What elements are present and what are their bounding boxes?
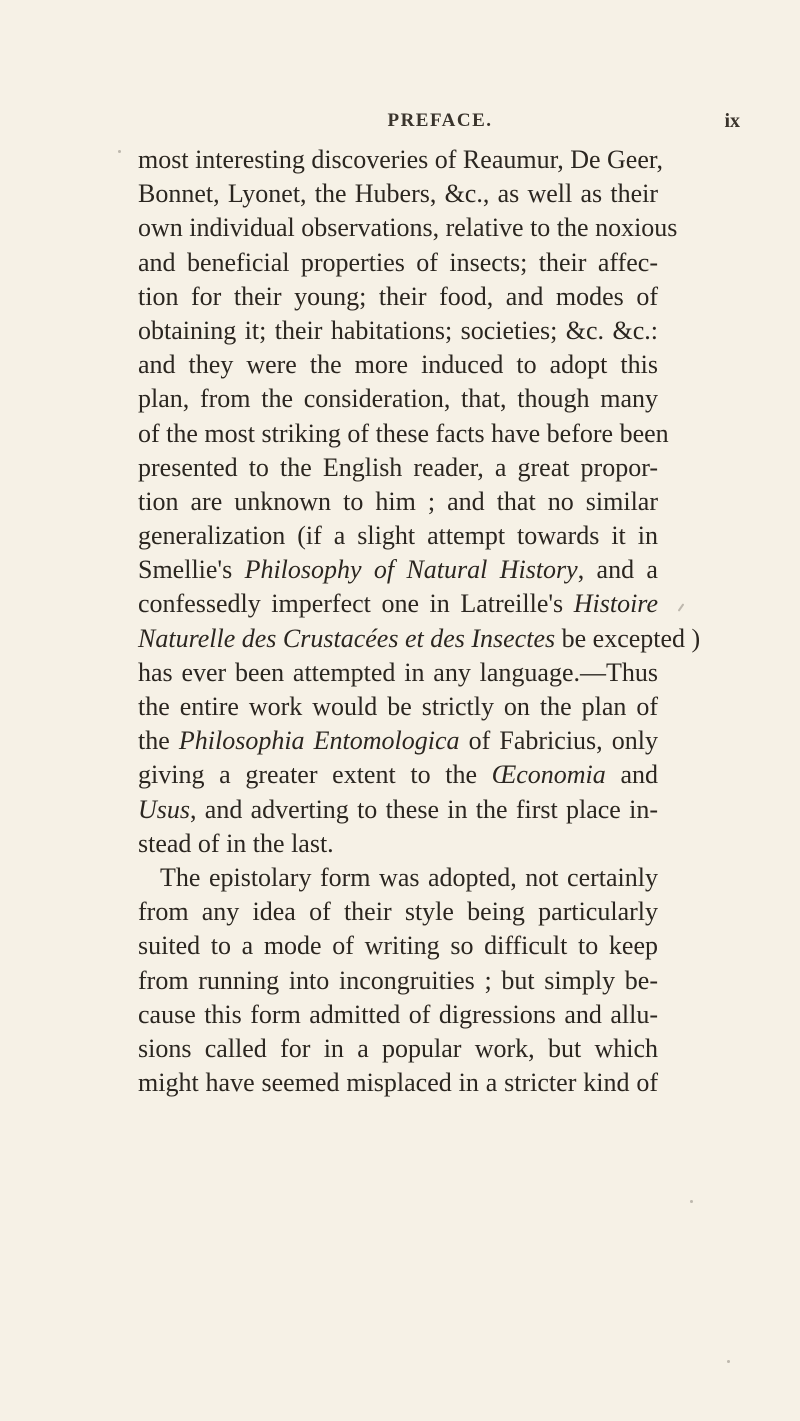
text-line: the entire work would be strictly on the plan of: [138, 692, 658, 721]
paper-speck: [678, 603, 685, 612]
text-line: from running into incongruities ; but simply be-: [138, 965, 658, 995]
text-line: and beneficial properties of insects; their affec-: [138, 247, 658, 277]
text-line: generalization (if a slight attempt towards it in: [138, 521, 658, 551]
text-line: presented to the English reader, a great propor-: [138, 452, 658, 482]
book-title: Naturelle des Crustacées et des Insectes: [138, 623, 556, 653]
text-line: the Philosophia Entomologica of Fabricius, only: [138, 726, 658, 756]
paragraph-end-line: stead of in the last.: [138, 828, 334, 858]
book-title: Philosophy of Natural History: [244, 555, 578, 585]
text-line: own individual observations, relative to the noxious: [138, 213, 678, 243]
text-line: Bonnet, Lyonet, the Hubers, &c., as well as their: [138, 179, 658, 209]
body-text: [138, 143, 701, 1100]
paper-speck: [118, 150, 121, 153]
text-line: most interesting discoveries of Reaumur, De Geer,: [138, 145, 663, 174]
text-line: tion for their young; their food, and modes of: [138, 281, 658, 311]
latin-term: Usus: [138, 794, 191, 824]
text-line: of the most striking of these facts have before been: [138, 418, 669, 448]
text-line: tion are unknown to him ; and that no similar: [138, 486, 658, 516]
text-line: might have seemed misplaced in a stricter kind of: [138, 1068, 658, 1098]
text-line: confessedly imperfect one in Latreille's Histoire: [138, 589, 658, 619]
text-line: giving a greater extent to the Œconomia and: [138, 760, 658, 790]
page-header: [140, 110, 740, 140]
running-head: PREFACE.: [387, 110, 493, 131]
latin-term: Œconomia: [491, 760, 606, 790]
text-line: Usus, and adverting to these in the first place in-: [138, 794, 658, 824]
paper-speck: [690, 1200, 693, 1203]
text-line: from any idea of their style being particularly: [138, 897, 658, 927]
text-line: plan, from the consideration, that, though many: [138, 384, 658, 414]
page-number: ix: [724, 110, 740, 132]
book-title: Philosophia Entomologica: [178, 726, 460, 756]
text-line: Smellie's Philosophy of Natural History, and a: [138, 555, 658, 585]
paper-speck: [727, 1360, 730, 1363]
text-line: cause this form admitted of digressions and allu-: [138, 999, 658, 1029]
book-title: Histoire: [573, 589, 658, 619]
text-line: sions called for in a popular work, but which: [138, 1033, 658, 1063]
text-line: has ever been attempted in any language.—Thus: [138, 657, 658, 687]
text-line: and they were the more induced to adopt this: [138, 350, 658, 380]
text-line: obtaining it; their habitations; societies; &c. &c.:: [138, 315, 658, 345]
text-line: suited to a mode of writing so difficult to keep: [138, 931, 658, 961]
text-line: Naturelle des Crustacées et des Insectes be excepted ): [138, 623, 701, 653]
paragraph-start-line: The epistolary form was adopted, not certainly: [160, 862, 658, 892]
